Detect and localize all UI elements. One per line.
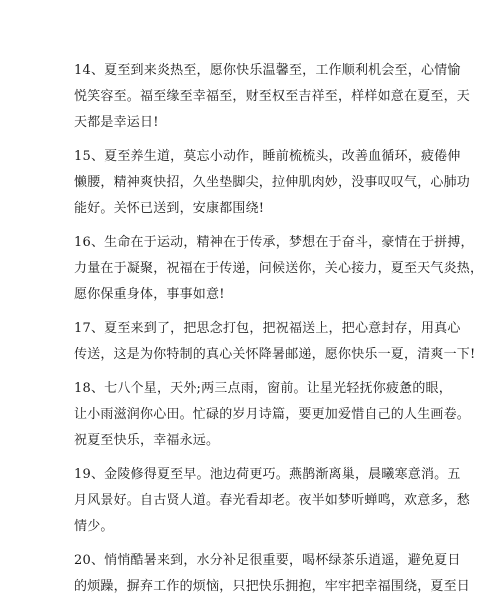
text-line: 14、夏至到来炎热至，愿你快乐温馨至，工作顺利机会至，心情愉 bbox=[74, 63, 461, 78]
text-line: 情少。 bbox=[74, 519, 114, 534]
paragraph-16 bbox=[74, 230, 484, 308]
paragraph-17 bbox=[74, 316, 476, 368]
paragraph-18 bbox=[74, 376, 471, 454]
text-line: 懒腰，精神爽快招，久坐垫脚尖，拉伸肌肉妙，没事叹叹气，心肺功 bbox=[74, 175, 471, 190]
text-line: 的烦躁，摒弃工作的烦恼，只把快乐拥抱，牢牢把幸福围绕，夏至日 bbox=[74, 579, 471, 594]
text-line: 传送，这是为你特制的真心关怀降暑邮递，愿你快乐一夏，清爽一下! bbox=[74, 347, 476, 362]
text-line: 力量在于凝聚，祝福在于传递，问候送你，关心接力，夏至天气炎热， bbox=[74, 261, 484, 276]
text-line: 17、夏至来到了，把思念打包，把祝福送上，把心意封存，用真心 bbox=[74, 321, 461, 336]
text-line: 18、七八个星，天外;两三点雨，窗前。让星光轻抚你疲惫的眼， bbox=[74, 381, 452, 396]
document-body bbox=[74, 58, 484, 608]
text-line: 悦笑容至。福至缘至幸福至，财至权至吉祥至，样样如意在夏至，天 bbox=[74, 89, 471, 104]
text-line: 能好。关怀已送到，安康都围绕! bbox=[74, 201, 265, 216]
text-line: 让小雨滋润你心田。忙碌的岁月诗篇，要更加爱惜自己的人生画卷。 bbox=[74, 407, 471, 422]
text-line: 天都是幸运日! bbox=[74, 115, 159, 130]
paragraph-19 bbox=[74, 462, 471, 540]
paragraph-15 bbox=[74, 144, 471, 222]
paragraph-14 bbox=[74, 58, 471, 136]
text-line: 月风景好。自古贤人道。春光看却老。夜半如梦听蝉鸣，欢意多，愁 bbox=[74, 493, 471, 508]
text-line: 15、夏至养生道，莫忘小动作，睡前梳梳头，改善血循环，疲倦伸 bbox=[74, 149, 461, 164]
text-line: 19、金陵修得夏至早。池边荷更巧。燕鹊渐离巢，晨曦寒意消。五 bbox=[74, 467, 461, 482]
text-line: 20、悄悄酷暑来到，水分补足很重要，喝杯绿茶乐逍遥，避免夏日 bbox=[74, 553, 461, 568]
text-line: 16、生命在于运动，精神在于传承，梦想在于奋斗，豪情在于拼搏， bbox=[74, 235, 474, 250]
text-line: 愿你保重身体，事事如意! bbox=[74, 287, 225, 302]
text-line: 祝夏至快乐，幸福永远。 bbox=[74, 433, 220, 448]
paragraph-20 bbox=[74, 548, 471, 600]
